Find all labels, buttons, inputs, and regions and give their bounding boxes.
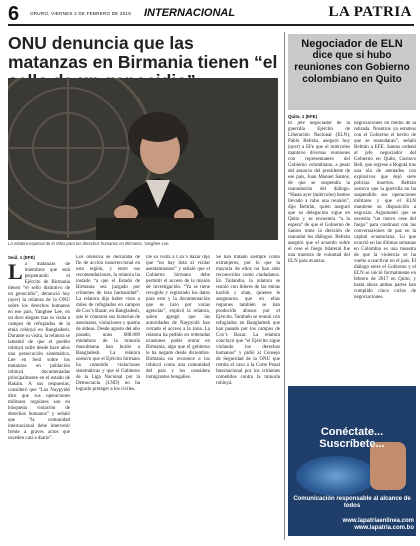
page-header (8, 4, 414, 26)
globe-icon (296, 456, 376, 496)
main-photo (8, 78, 278, 240)
ad-urls (290, 518, 414, 532)
side-headline-rest: dice que si hubo reuniones con Gobierno colombiano en Quito (294, 50, 410, 85)
side-column-2: negociaciones en medio de la retirada. Nosotros ya estamos con el Gobierno el hecho de que se reanudaran”, señaló Beltrán a EFE. Santos ordenó al jefe negociador del Gobierno en Quito, Gustavo Bell, que regrese a Bogotá tras una ola de atentados con explosivos que dejó siete policías muertos. Beltrán sostuvo que la guerrilla no ha suspendido sus operaciones militares y que el ELN mantiene su disposición a negociar. Argumentó que se necesita “un nuevo cese del fuego” para continuar con las conversaciones de paz en la capital ecuatoriana. Lo que ocurrió en las últimas semanas en Colombia es una muestra de que la violencia se ha vuelto a reactivar en el país. El diálogo entre el Gobierno y el ELN se inició formalmente en febrero de 2017 en Quito, y hasta ahora ambas partes han cumplido cinco ciclos de negociaciones. (354, 121, 416, 300)
side-column-1: El jefe negociador de la guerrilla Ejército de Liberación Nacional (ELN), Pablo Beltrán, aseguró hoy (ayer) a EFe que el miércoles mantuvo diversas reuniones con representantes del Gobierno colombiano, a pesar del anuncio del presidente de ese país, Juan Manuel Santos, de que se suspendía la reanudación del diálogo. “Hasta ayer (miércoles) hemos llevado a cabo una reunión”, dijo Beltrán, quien aseguró que su delegación sigue en Quito y se encuentra “a la espera” de que el Gobierno de Santos tome la decisión de reanudar los diálogos. Beltrán aseguró que el acuerdo sobre el cese el fuego bilateral fue una muestra de voluntad del ELN para avanzar. (288, 121, 350, 264)
masthead-logo: LA PATRIA (328, 4, 412, 20)
side-headline (288, 34, 416, 110)
photo-caption: La relatora especial de la ONU para los derechos humanos en Birmania, Yanghee Lee. (8, 241, 170, 246)
main-byline: Seúl, 1 (EFE) (8, 255, 35, 260)
ad-slogan: Comunicación responsable al alcance de todos (293, 496, 411, 509)
column-divider (284, 32, 285, 540)
photo-illustration (8, 78, 278, 240)
drop-cap: L (8, 262, 23, 284)
ad-url-2[interactable]: www.lapatria.com.bo (354, 525, 414, 531)
dateline: ORURO, VIERNES 2 DE FEBRERO DE 2018 (30, 11, 131, 16)
ad-title-line2: Suscríbete... (319, 438, 385, 450)
main-column-1-text: a matanzas de miembros que está perpetrando el Ejército de Birmania tienen “el sello distintivo de un genocidio”, denunció hoy (ayer) la relatora de la ONU sobre los derechos humanos en ese país, Yanghee Lee, en un duro alegato tras su visita a campos de refugiados de la etnia rohinyá en Bangladesh. Durante su visita, la relatora se lamentó de que el pueblo rohinyá sufre desde hace años una persecución sistemática. Lee en Seúl sobre los matanzas en población rohinyá documentadas principalmente en el estado de Rakáin. A sus respuestas, consideró que “Los Naypyidó dice que sus operaciones militares regulares son en búsqueda violación de derechos humanos” y señaló que “la comunidad internacional debe intervenir frente a graves actos que suceden casi a diario”. (8, 262, 70, 441)
ad-url-1[interactable]: www.lapatriaenlinea.com (342, 518, 414, 524)
main-column-1 (8, 262, 70, 542)
ad-title (288, 426, 416, 450)
side-byline: Quito, 1 (EFE) (288, 114, 318, 119)
main-headline: ONU denuncia que las matanzas en Birmania tienen “el (8, 33, 278, 72)
section-title: INTERNACIONAL (144, 7, 236, 19)
ad-title-line1: Conéctate... (320, 426, 384, 438)
side-headline-line1: Negociador de ELN (301, 38, 403, 50)
main-column-4: Se han tratado siempre como extranjeros, por lo que la mayoría de ellos no han sido reconocidos como ciudadanos. En Tailandia, la relatora se reunió con líderes de las etnias kachín y shan, quienes le aseguraron que en ellas regiones también se han producido abusos por el Ejército. También se reunió con refugiados en Bangladesh que han pasado por los campos de Cox’s Bazar. La relatora concluyó que “el Ejército sigue violando los derechos humanos” y pidió al Consejo de Seguridad de la ONU que remita el caso a la Corte Penal Internacional por los crímenes cometidos contra la minoría rohinyá. (216, 255, 280, 386)
main-column-2: Los ofensiva se declaraba de fin de acción insurreccional en esta región, y entre sus recomendaciones, la relatora ha instado “a que el Estado de Birmania sea juzgado por crímenes de lesa humanidad”. La relatora dijo haber visto a miles de refugiados en campos de Cox’s Bazar, en Bangladesh, que le contaron sus historias de asesinatos, violaciones y quema de aldeas. Desde agosto del año pasado, unos 688.000 miembros de la minoría musulmana han huido a Bangladesh. La relatora sostuvo que el Ejército birmano ha cometido violaciones sistemáticas y que el Gobierno de la Liga Nacional por la Democracia (LND) no ha logrado proteger a los civiles. (76, 255, 140, 392)
subscription-ad[interactable] (288, 386, 416, 536)
page-number: 6 (8, 3, 20, 25)
main-column-3: De su visita a Cox’s bazar dijo que “no hay lista al visitar asentamientos” y señaló que el Gobierno birmano debe permitir el acceso de la misión de investigación. “Ya se tiene recogido y registrado los datos para esto y la documentación que se hizo por varias agencias”, explicó la relatora, quien agregó que las autoridades de Naypyidó han cerrado el acceso a la zona. La relatora ha pedido en reiteradas ocasiones poder entrar en Birmania, algo que el gobierno le ha negado desde diciembre. Birmania no reconoce a los rohinyá como una comunidad del país y los considera inmigrantes bengalíes. (146, 255, 210, 380)
